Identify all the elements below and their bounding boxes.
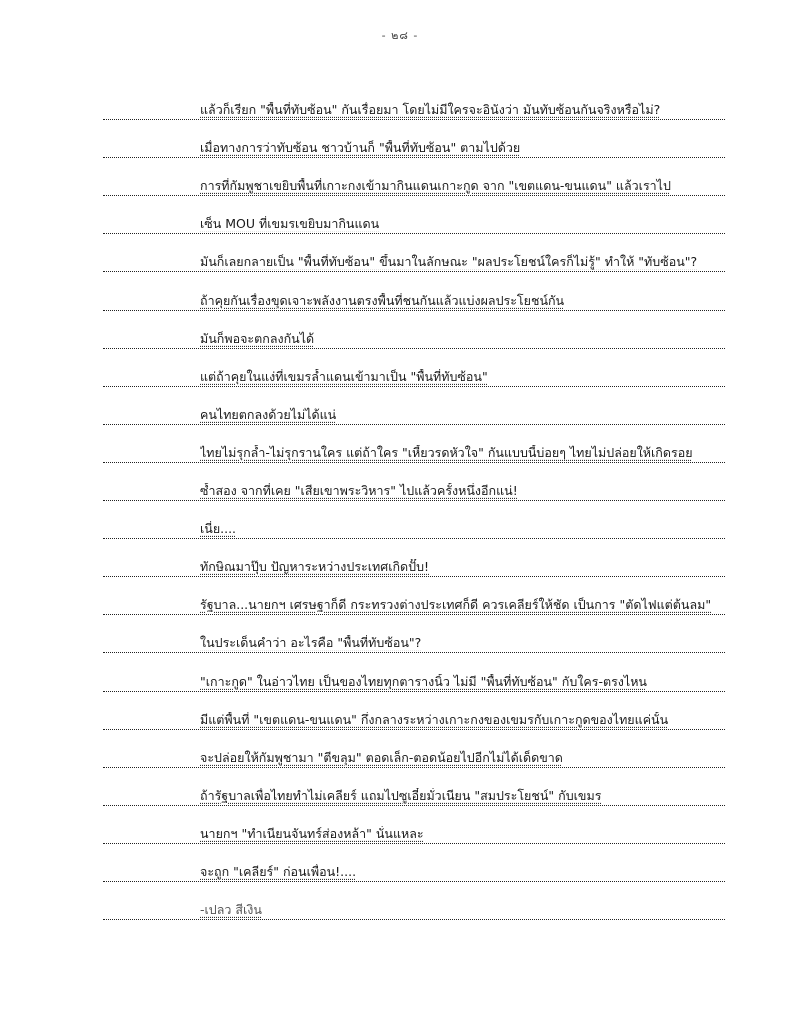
line-text: ถ้าคุยกันเรื่องขุดเจาะพลังงานตรงพื้นที่ชนกันแล้วแบ่งผลประโยชน์กัน xyxy=(200,292,565,308)
text-line xyxy=(103,577,725,615)
text-line xyxy=(103,539,725,577)
line-text: การที่กัมพูชาเขยิบพื้นที่เกาะกงเข้ามากินแดนเกาะกูด จาก "เขตแดน-ขนแดน" แล้วเราไป xyxy=(200,178,671,194)
text-line xyxy=(103,82,725,120)
text-line xyxy=(103,844,725,882)
line-text: นายกฯ "ทำเนียนจันทร์ส่องหล้า" นั่นแหละ xyxy=(200,825,424,841)
line-text: เนี่ย.... xyxy=(200,521,237,537)
text-line xyxy=(103,387,725,425)
text-line xyxy=(103,501,725,539)
text-line xyxy=(103,234,725,272)
line-text: เมื่อทางการว่าทับซ้อน ชาวบ้านก็ "พื้นที่ทับซ้อน" ตามไปด้วย xyxy=(200,140,521,156)
signature-line xyxy=(103,882,725,920)
line-text: ถ้ารัฐบาลเพื่อไทยทำไม่เคลียร์ แถมไปซูเอี๋ยมั่วเนียน "สมประโยชน์" กับเขมร xyxy=(200,787,602,803)
text-lines xyxy=(103,82,725,920)
author-signature: -เปลว สีเงิน xyxy=(200,902,262,918)
line-text: รัฐบาล...นายกฯ เศรษฐาก็ดี กระทรวงต่างประเทศก็ดี ควรเคลียร์ให้ชัด เป็นการ "ตัดไฟแต่ต้นลม" xyxy=(200,597,712,613)
text-line xyxy=(103,196,725,234)
line-text: ทักษิณมาปุ๊บ ปัญหาระหว่างประเทศเกิดปั๊บ! xyxy=(200,559,430,575)
line-text: คนไทยตกลงด้วยไม่ได้แน่ xyxy=(200,406,337,422)
text-line xyxy=(103,730,725,768)
text-line xyxy=(103,768,725,806)
line-text: จะปล่อยให้กัมพูชามา "ตีขลุม" ตอดเล็ก-ตอดน้อยไปอีกไม่ได้เด็ดขาด xyxy=(200,749,563,765)
line-text: ซ้ำสอง จากที่เคย "เสียเขาพระวิหาร" ไปแล้วครั้งหนึ่งอีกแน่! xyxy=(200,483,518,499)
text-line xyxy=(103,615,725,653)
line-text: จะถูก "เคลียร์" ก่อนเพื่อน!.... xyxy=(200,863,357,879)
text-line xyxy=(103,311,725,349)
text-line xyxy=(103,272,725,310)
line-text: มันก็พอจะตกลงกันได้ xyxy=(200,330,315,346)
text-line xyxy=(103,158,725,196)
line-text: แล้วก็เรียก "พื้นที่ทับซ้อน" กันเรื่อยมา โดยไม่มีใครจะอินังว่า มันทับซ้อนกันจริงหรือไม่? xyxy=(200,102,661,118)
text-line xyxy=(103,806,725,844)
line-text: เซ็น MOU ที่เขมรเขยิบมากินแดน xyxy=(200,216,380,232)
line-text: ในประเด็นคำว่า อะไรคือ "พื้นที่ทับซ้อน"? xyxy=(200,635,422,651)
text-line xyxy=(103,692,725,730)
line-text: ไทยไม่รุกล้ำ-ไม่รุกรานใคร แต่ถ้าใคร "เหี้ยวรดหัวใจ" กันแบบนี้บ่อยๆ ไทยไม่ปล่อยให้เกิดรอย xyxy=(200,444,693,460)
page-number: - ๒๘ - xyxy=(381,29,419,42)
text-line xyxy=(103,463,725,501)
line-text: มันก็เลยกลายเป็น "พื้นที่ทับซ้อน" ขึ้นมาในลักษณะ "ผลประโยชน์ใครก็ไม่รู้" ทำให้ "ทับซ้อน"? xyxy=(200,254,698,270)
line-text: แต่ถ้าคุยในแง่ที่เขมรล้ำแดนเข้ามาเป็น "พื้นที่ทับซ้อน" xyxy=(200,368,488,384)
text-line xyxy=(103,349,725,387)
text-line xyxy=(103,120,725,158)
line-text: "เกาะกูด" ในอ่าวไทย เป็นของไทยทุกตารางนิ้ว ไม่มี "พื้นที่ทับซ้อน" กับใคร-ตรงไหน xyxy=(200,673,647,689)
text-line xyxy=(103,653,725,691)
text-line xyxy=(103,425,725,463)
line-text: มีแต่พื้นที่ "เขตแดน-ขนแดน" กึ่งกลางระหว่างเกาะกงของเขมรกับเกาะกูดของไทยแค่นั้น xyxy=(200,711,669,727)
